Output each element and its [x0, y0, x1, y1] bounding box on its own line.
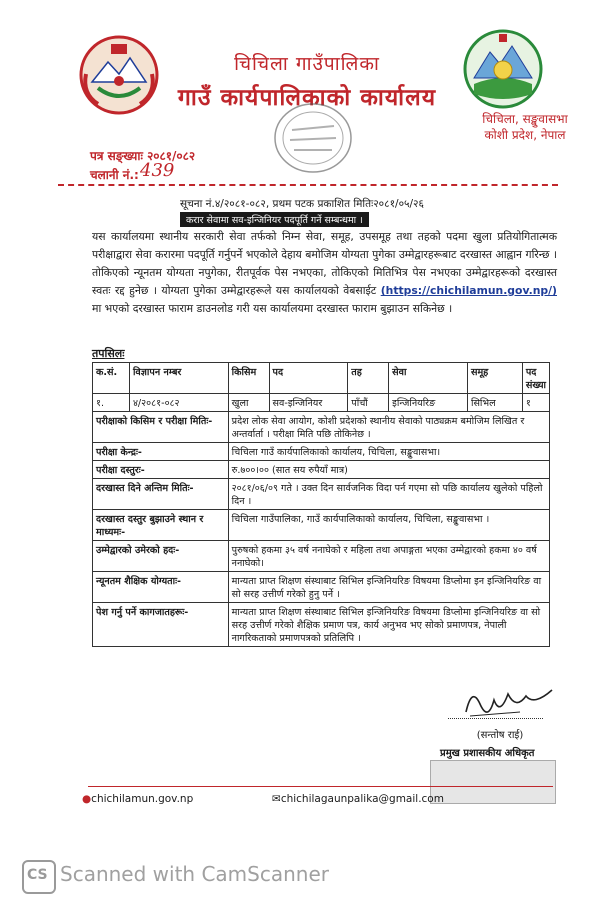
info-value: पुरुषको हकमा ३५ वर्ष ननाघेको र महिला तथा अपाङ्गता भएका उम्मेद्वारको हकमा ४० वर्ष ननाघेको। [228, 541, 549, 572]
address-line1: चिचिला, सङ्खुवासभा [482, 112, 568, 126]
table-cell: इन्जिनियरिङ [389, 394, 468, 412]
address-line2: कोशी प्रदेश, नेपाल [484, 128, 566, 142]
details-title: तपसिलः [92, 347, 125, 360]
org-name-line2: गाउँ कार्यपालिकाको कार्यालय [177, 85, 437, 111]
info-row-fee-payment [93, 510, 550, 541]
office-stamp [272, 100, 354, 176]
table-cell: ४/२०८१-०८२ [129, 394, 228, 412]
info-label: परीक्षा दस्तुरः- [93, 461, 229, 479]
info-row-exam-type [93, 412, 550, 443]
col-header: तह [348, 363, 389, 394]
col-header: पद संख्या [522, 363, 549, 394]
org-name-line1: चिचिला गाउँपालिका [234, 53, 380, 75]
info-value: चिचिला गाउँ कार्यपालिकाको कार्यालय, चिचिला, सङ्खुवासभा। [228, 443, 549, 461]
info-row-deadline [93, 479, 550, 510]
col-header: क.सं. [93, 363, 130, 394]
col-header: समूह [467, 363, 522, 394]
info-row-exam-fee [93, 461, 550, 479]
table-cell: पाँचौं [348, 394, 389, 412]
table-cell: खुला [228, 394, 269, 412]
info-label: दरखास्त दिने अन्तिम मितिः- [93, 479, 229, 510]
notice-paragraph [92, 228, 557, 318]
globe-icon: ● [82, 793, 92, 805]
info-value: २०८१/०६/०९ गते । उक्त दिन सार्वजनिक विदा पर्न गएमा सो पछि कार्यालय खुलेको पहिलो दिन । [228, 479, 549, 510]
info-label: परीक्षाको किसिम र परीक्षा मितिः- [93, 412, 229, 443]
mail-icon: ✉ [272, 793, 281, 805]
header-divider [58, 184, 558, 186]
footer-website-text: chichilamun.gov.np [91, 793, 194, 805]
col-header: सेवा [389, 363, 468, 394]
info-value: प्रदेश लोक सेवा आयोग, कोशी प्रदेशको स्थानीय सेवाको पाठ्यक्रम बमोजिम लिखित र अन्तर्वार्ता । परीक्षा मिति पछि तोकिनेछ । [228, 412, 549, 443]
info-label: न्यूनतम शैक्षिक योग्यताः- [93, 572, 229, 603]
info-value: रु.७००।०० (सात सय रुपैयाँ मात्र) [228, 461, 549, 479]
info-value: मान्यता प्राप्त शिक्षण संस्थाबाट सिभिल इन्जिनियरिङ विषयमा डिप्लोमा इन इन्जिनियरिङ वा सो सरह उत्तीर्ण गरेको हुनु पर्ने । [228, 572, 549, 603]
details-table [92, 362, 550, 647]
notice-paragraph-end: मा भएको दरखास्त फाराम डाउनलोड गरी यस कार्यालयमा दरखास्त फाराम बुझाउन सकिनेछ । [92, 302, 453, 315]
table-header-row [93, 363, 550, 394]
col-header: पद [269, 363, 348, 394]
signatory-title: प्रमुख प्रशासकीय अधिकृत [440, 748, 535, 759]
signature-scribble [460, 682, 560, 722]
website-link[interactable]: (https://chichilamun.gov.np/) [380, 284, 557, 297]
table-cell: सिभिल [467, 394, 522, 412]
footer-divider [88, 786, 553, 787]
name-stamp [430, 760, 556, 804]
info-label: उम्मेद्वारको उमेरको हदः- [93, 541, 229, 572]
camscanner-logo-icon [22, 860, 56, 894]
footer-email-text: chichilagaunpalika@gmail.com [280, 793, 444, 805]
notice-paragraph-text: यस कार्यालयमा स्थानीय सरकारी सेवा तर्फको निम्न सेवा, समूह, उपसमूह तथा तहको पदमा खुला प्रतियोगितात्मक परीक्षाद्वारा सेवा करारमा पदपूर्ति गर्नुपर्ने भएकोले देहाय बमोजिम योग्यता पुगेका उम्मेद्वारहरूबाट दरखास्त आह्वान गरिन्छ । तोकिएको न्यूनतम योग्यता नपुगेका, रीतपूर्वक पेस नभएका, तोकिएको मितिभित्र पेस नभएका उम्मेद्वारहरूको दरखास्त स्वतः रद्द हुनेछ । योग्यता पुगेका उम्मेद्वारहरूले यस कार्यालयको वेबसाईट [92, 230, 557, 297]
dispatch-number-label: चलानी नं.: [90, 168, 139, 182]
signatory-name: (सन्तोष राई) [476, 730, 524, 741]
table-row [93, 394, 550, 412]
info-row-exam-center [93, 443, 550, 461]
footer-website[interactable] [82, 793, 193, 805]
info-row-documents [93, 603, 550, 647]
info-row-qualification [93, 572, 550, 603]
info-label: दरखास्त दस्तुर बुझाउने स्थान र माध्यमः- [93, 510, 229, 541]
notice-subject-banner: करार सेवामा सव-इन्जिनियर पदपूर्ति गर्ने सम्बन्धमा । [180, 212, 369, 227]
info-label: परीक्षा केन्द्रः- [93, 443, 229, 461]
info-value: मान्यता प्राप्त शिक्षण संस्थाबाट सिभिल इन्जिनियरिङ विषयमा डिप्लोमा इन्जिनियरिङ वा सो सरह उत्तीर्ण गरेको शैक्षिक प्रमाण पत्र, कार्य अनुभव भए सोको प्रमाणपत्र, नेपाली नागरिकताको प्रमाणपत्रको प्रतिलिपि । [228, 603, 549, 647]
col-header: किसिम [228, 363, 269, 394]
info-row-age-limit [93, 541, 550, 572]
signature-line [448, 718, 543, 719]
col-header: विज्ञापन नम्बर [129, 363, 228, 394]
dispatch-number-value: 439 [140, 160, 175, 181]
notice-line: सूचना नं.४/२०८१-०८२, प्रथम पटक प्रकाशित मितिः२०८१/०५/२६ [180, 198, 424, 210]
table-cell: १. [93, 394, 130, 412]
letter-number: पत्र सङ्ख्याः २०८१/०८२ [90, 149, 196, 163]
table-cell: १ [522, 394, 549, 412]
camscanner-logo-text: CS [27, 867, 48, 883]
footer-email[interactable] [272, 793, 444, 805]
table-cell: सव-इन्जिनियर [269, 394, 348, 412]
info-label: पेश गर्नु पर्ने कागजातहरूः- [93, 603, 229, 647]
scanner-watermark: Scanned with CamScanner [60, 862, 329, 886]
info-value: चिचिला गाउँपालिका, गाउँ कार्यपालिकाको कार्यालय, चिचिला, सङ्खुवासभा । [228, 510, 549, 541]
